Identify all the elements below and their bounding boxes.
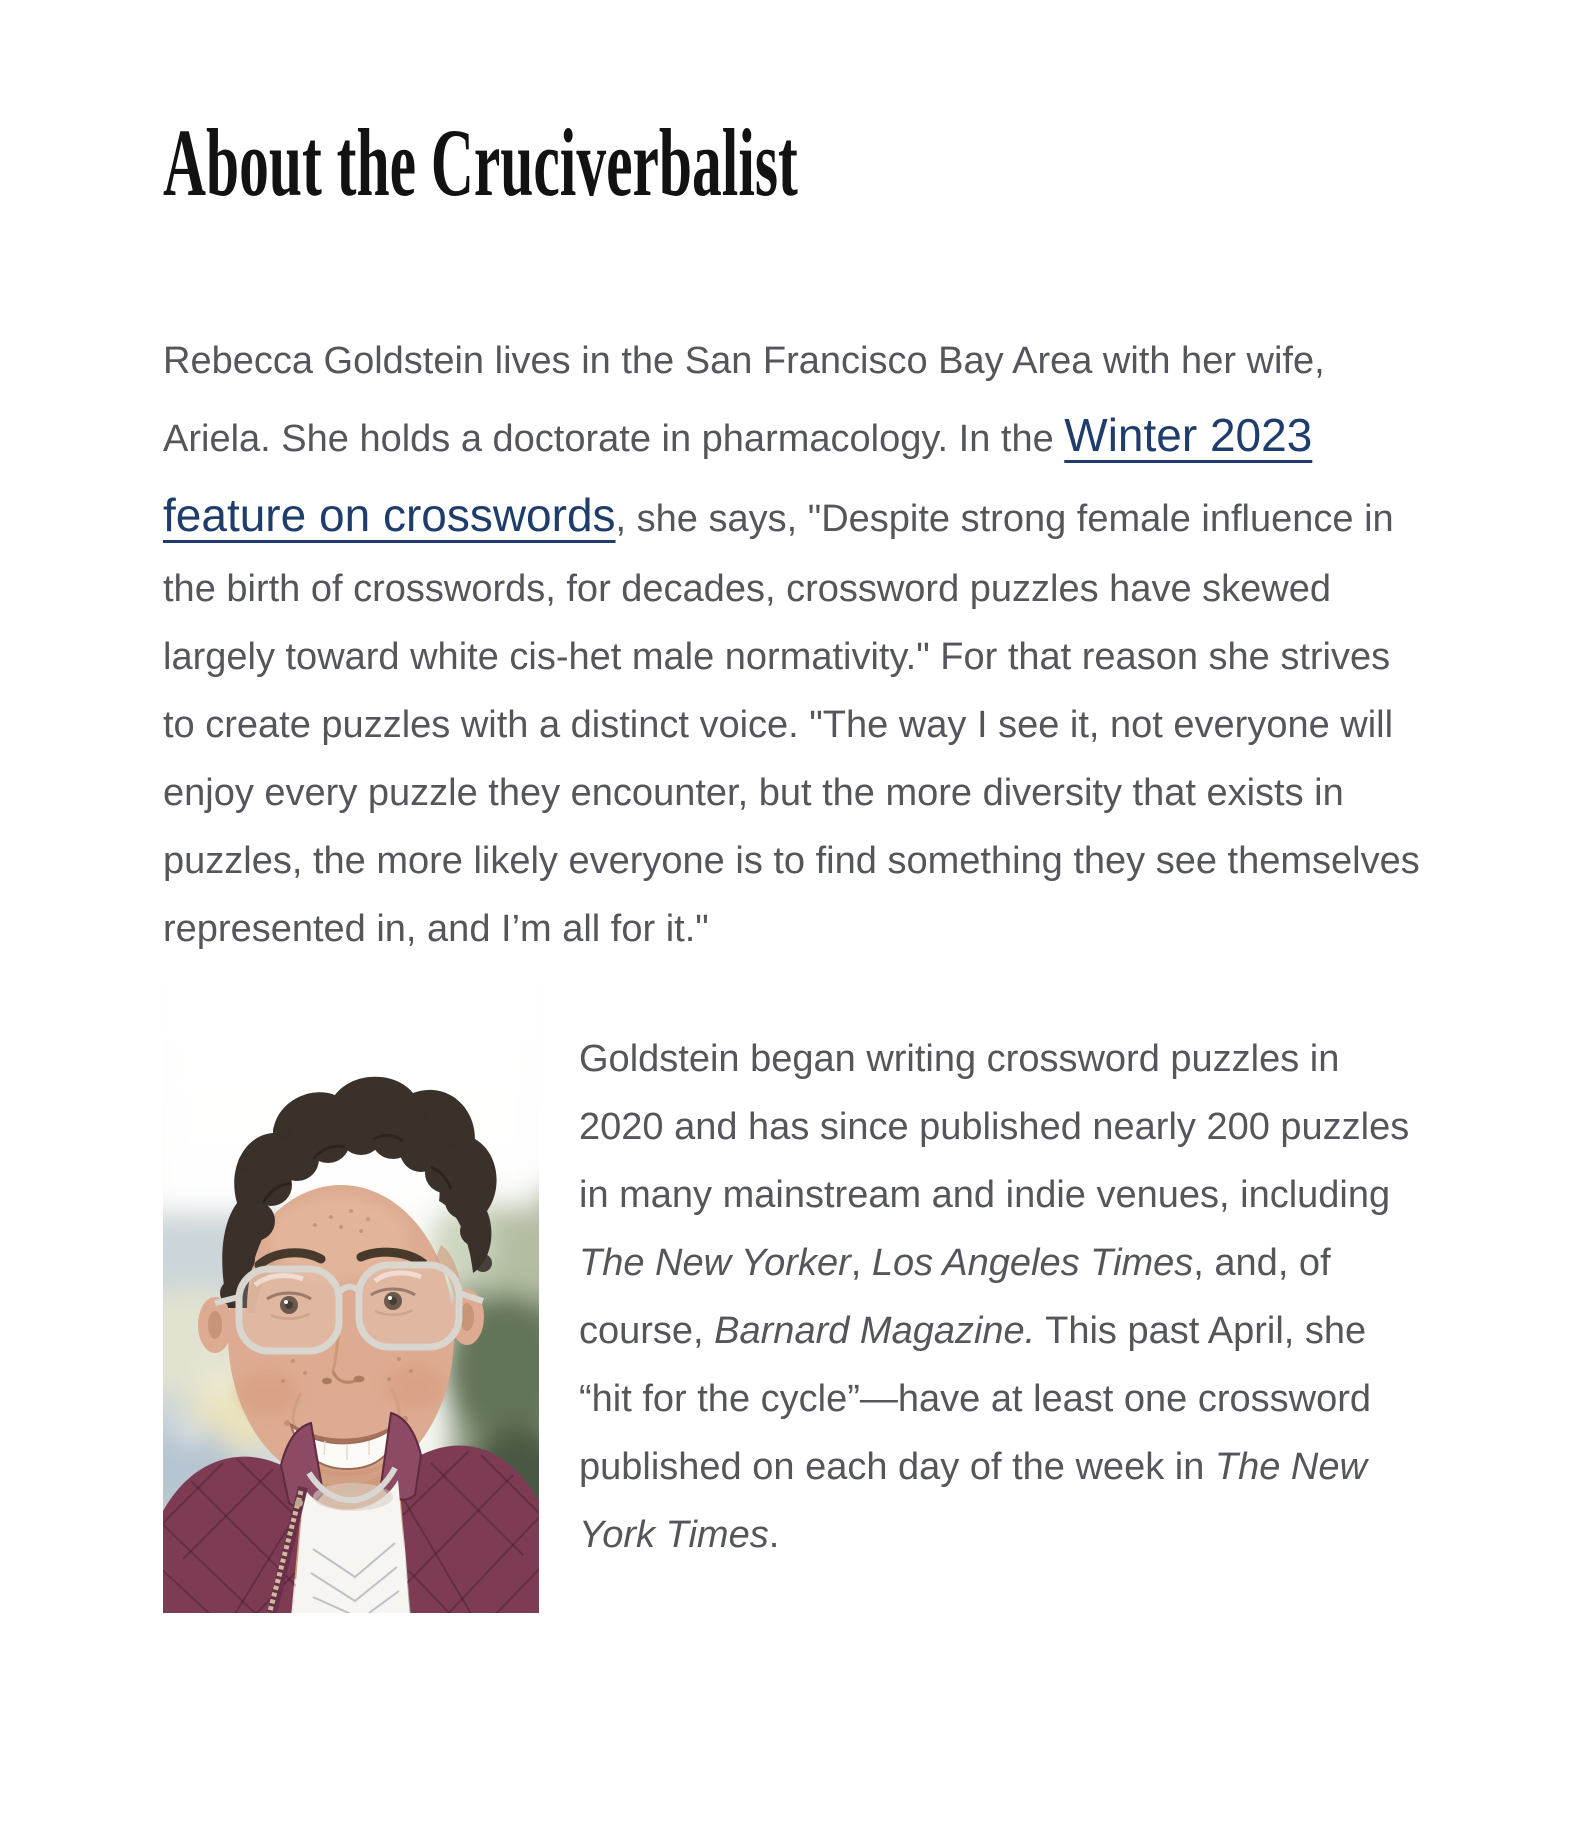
text-segment: Goldstein began writing crossword puzzles in 2020 and has since published nearly 200 puzzles in many mainstream and indie venues, including (579, 1038, 1410, 1216)
page-title (163, 110, 1422, 215)
publication-name: The New Yorker (579, 1242, 851, 1284)
text-segment: Rebecca Goldstein lives in the San Francisco Bay Area with her wife, Ariela. She holds a doctorate in pharmacology. In the (163, 340, 1325, 460)
publication-name: Los Angeles Times (871, 1242, 1194, 1284)
portrait-illustration (163, 963, 539, 1613)
publication-name: The New York Times (579, 1446, 1367, 1556)
text-segment: , (850, 1242, 872, 1284)
text-segment: , and, of course, (579, 1242, 1331, 1352)
text-segment: This past April, she “hit for the cycle”—have at least one crossword published on each day of the week in (579, 1310, 1372, 1488)
article (163, 110, 1422, 1569)
bio-paragraph (163, 327, 1422, 963)
text-segment: , she says, "Despite strong female influence in the birth of crosswords, for decades, crossword puzzles have skewed largely toward white cis-het male normativity." For that reason she strives to create puzzles with a distinct voice. "The way I see it, not everyone will enjoy every puzzle they encounter, but the more diversity that exists in puzzles, the more likely everyone is to find something they see themselves represented in, and I’m all for it." (163, 498, 1420, 950)
publication-name: Barnard Magazine. (714, 1310, 1036, 1352)
winter-2023-feature-link[interactable]: Winter 2023 feature on crosswords (163, 409, 1313, 541)
text-segment: . (768, 1514, 780, 1556)
page-title-text: About the Cruciverbalist (163, 109, 798, 216)
portrait-photo (163, 963, 539, 1613)
